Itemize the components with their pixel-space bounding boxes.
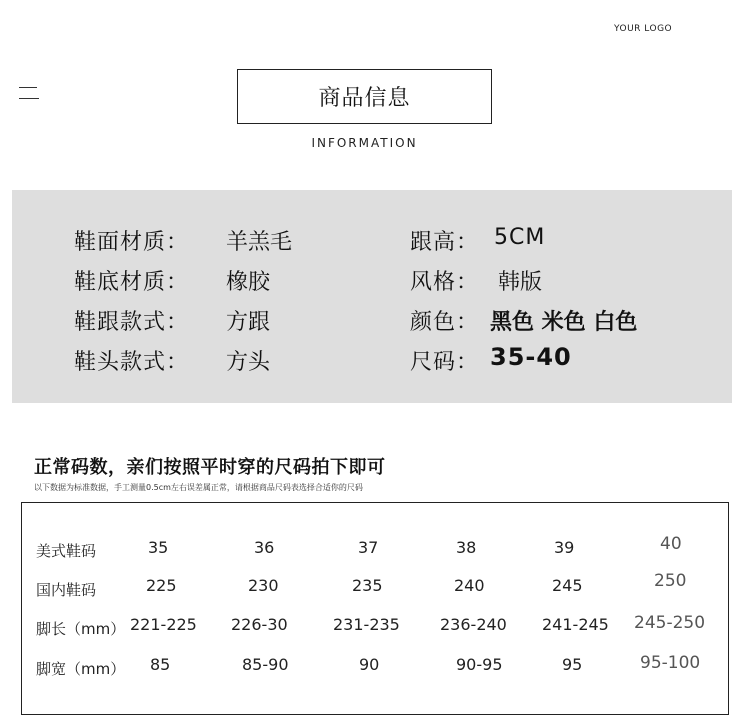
spec-value: 韩版: [498, 270, 543, 295]
table-row-label: 美式鞋码: [36, 542, 97, 560]
table-cell: 85-90: [242, 655, 289, 674]
spec-value: 方跟: [226, 310, 271, 335]
table-cell: 225: [146, 576, 177, 595]
table-cell: 235: [352, 576, 383, 595]
table-row-label: 国内鞋码: [36, 581, 97, 599]
spec-sizes: [410, 343, 572, 376]
spec-heel-height: [410, 225, 546, 256]
table-cell: 90: [359, 655, 380, 674]
size-heading: 正常码数，亲们按照平时穿的尺码拍下即可: [34, 457, 386, 478]
spec-sole-material: [74, 265, 271, 296]
table-cell: 37: [358, 538, 379, 557]
table-row-label: 脚长（mm）: [36, 620, 126, 638]
spec-value: 羊羔毛: [226, 230, 293, 255]
spec-upper-material: [74, 225, 293, 256]
table-cell: 236-240: [440, 615, 507, 634]
table-cell: 231-235: [333, 615, 400, 634]
table-cell: 95-100: [640, 653, 701, 673]
table-cell: 226-30: [231, 615, 288, 634]
spec-value: 35-40: [490, 343, 572, 371]
table-cell: 241-245: [542, 615, 609, 634]
spec-label: 风格：: [410, 270, 480, 295]
table-cell: 250: [654, 571, 687, 591]
spec-label: 鞋底材质：: [74, 270, 190, 295]
table-cell: 95: [562, 655, 583, 674]
spec-label: 鞋头款式：: [74, 350, 190, 375]
table-cell: 245-250: [634, 613, 706, 633]
table-cell: 245: [552, 576, 583, 595]
table-cell: 221-225: [130, 615, 197, 634]
spec-value: 5CM: [494, 225, 546, 250]
table-row-label: 脚宽（mm）: [36, 660, 126, 678]
menu-icon[interactable]: [19, 87, 39, 101]
spec-label: 鞋面材质：: [74, 230, 190, 255]
size-note: 以下数据为标准数据，手工测量0.5cm左右误差属正常，请根据商品尺码表选择合适你的尺码: [34, 483, 363, 492]
spec-heel-style: [74, 305, 271, 336]
spec-value: 方头: [226, 350, 271, 375]
spec-label: 跟高：: [410, 230, 480, 255]
spec-label: 尺码：: [410, 350, 480, 375]
product-info-panel: [12, 190, 732, 403]
table-cell: 90-95: [456, 655, 503, 674]
spec-label: 鞋跟款式：: [74, 310, 190, 335]
spec-value: 黑色 米色 白色: [490, 310, 638, 335]
spec-style: [410, 265, 543, 296]
table-cell: 230: [248, 576, 279, 595]
spec-colors: [410, 305, 638, 336]
table-cell: 39: [554, 538, 575, 557]
spec-label: 颜色：: [410, 310, 480, 335]
table-cell: 38: [456, 538, 477, 557]
size-table: [21, 502, 729, 715]
table-cell: 36: [254, 538, 275, 557]
table-cell: 240: [454, 576, 485, 595]
spec-value: 橡胶: [226, 270, 271, 295]
table-cell: 35: [148, 538, 169, 557]
table-cell: 40: [660, 534, 682, 554]
page-subtitle: INFORMATION: [311, 136, 418, 150]
brand-logo-text: YOUR LOGO: [614, 24, 673, 34]
page-title: 商品信息: [237, 69, 492, 124]
spec-toe-style: [74, 345, 271, 376]
table-cell: 85: [150, 655, 171, 674]
